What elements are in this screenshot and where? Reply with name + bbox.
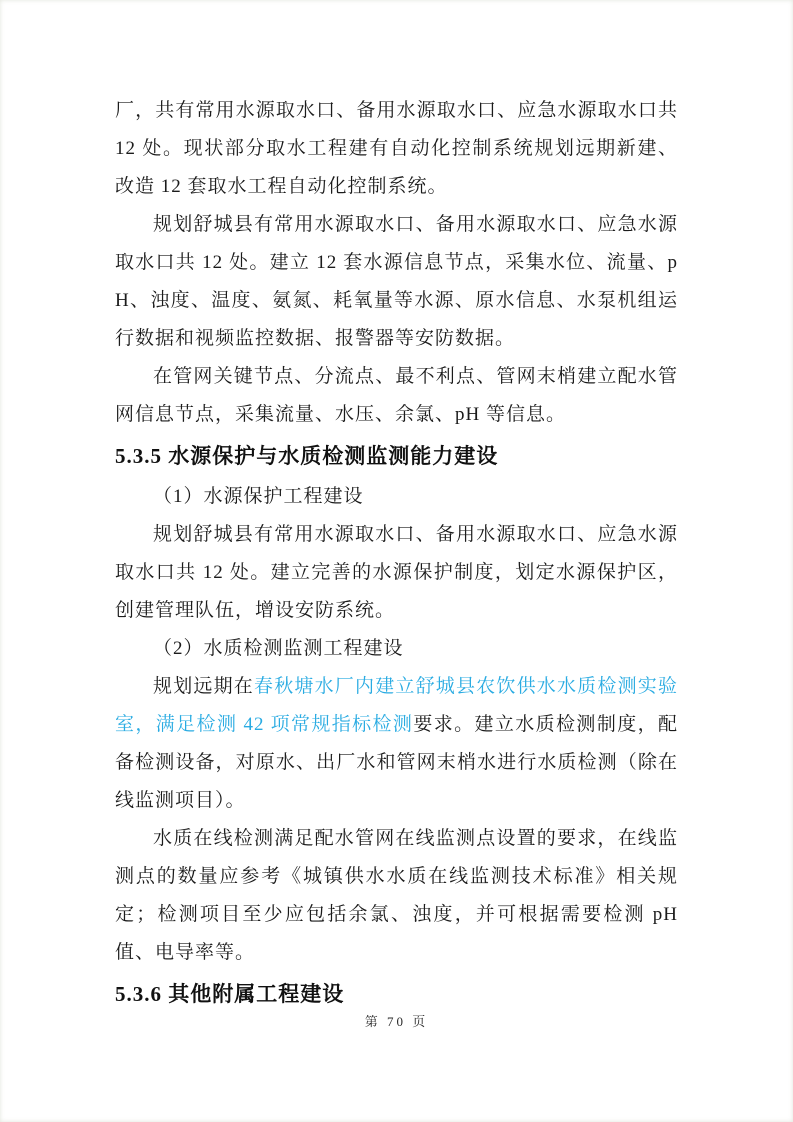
paragraph-online-monitoring: 水质在线检测满足配水管网在线监测点设置的要求，在线监测点的数量应参考《城镇供水水质在线监测技术标准》相关规定；检测项目至少应包括余氯、浊度，并可根据需要检测 pH 值、电导率等。 xyxy=(115,828,678,963)
paragraph-continuation: 厂，共有常用水源取水口、备用水源取水口、应急水源取水口共 12 处。现状部分取水工程建有自动化控制系统规划远期新建、改造 12 套取水工程自动化控制系统。 xyxy=(115,100,678,197)
section-heading-5-3-6: 5.3.6 其他附属工程建设 xyxy=(115,982,345,1006)
page-number: 第 70 页 xyxy=(364,1014,429,1029)
paragraph-source-protection: 规划舒城县有常用水源取水口、备用水源取水口、应急水源取水口共 12 处。建立完善的水源保护制度，划定水源保护区，创建管理队伍，增设安防系统。 xyxy=(115,524,678,621)
subitem-2-title: （2）水质检测监测工程建设 xyxy=(153,638,404,659)
paragraph-source-info-nodes: 规划舒城县有常用水源取水口、备用水源取水口、应急水源取水口共 12 处。建立 12 套水源信息节点，采集水位、流量、pH、浊度、温度、氨氮、耗氧量等水源、原水信息、水泵机组运行数据和视频监控数据、报警器等安防数据。 xyxy=(115,214,678,349)
subitem-1-title: （1）水源保护工程建设 xyxy=(153,486,364,507)
highlight-prefix-text: 规划远期在 xyxy=(153,676,254,697)
section-heading-5-3-5: 5.3.5 水源保护与水质检测监测能力建设 xyxy=(115,444,499,468)
paragraph-pipe-network-nodes: 在管网关键节点、分流点、最不利点、管网末梢建立配水管网信息节点，采集流量、水压、余氯、pH 等信息。 xyxy=(115,366,678,425)
page-footer xyxy=(0,1012,793,1032)
page-content xyxy=(115,92,678,1016)
highlighted-text: 春秋塘水厂内建立舒城县农饮供水水质检测实验室，满足检测 42 项常规指标检测 xyxy=(115,676,678,735)
paragraph-with-highlight xyxy=(115,668,678,820)
highlight-suffix-text: 要求。建立水质检测制度，配备检测设备，对原水、出厂水和管网末梢水进行水质检测（除在线监测项目）。 xyxy=(115,714,678,811)
